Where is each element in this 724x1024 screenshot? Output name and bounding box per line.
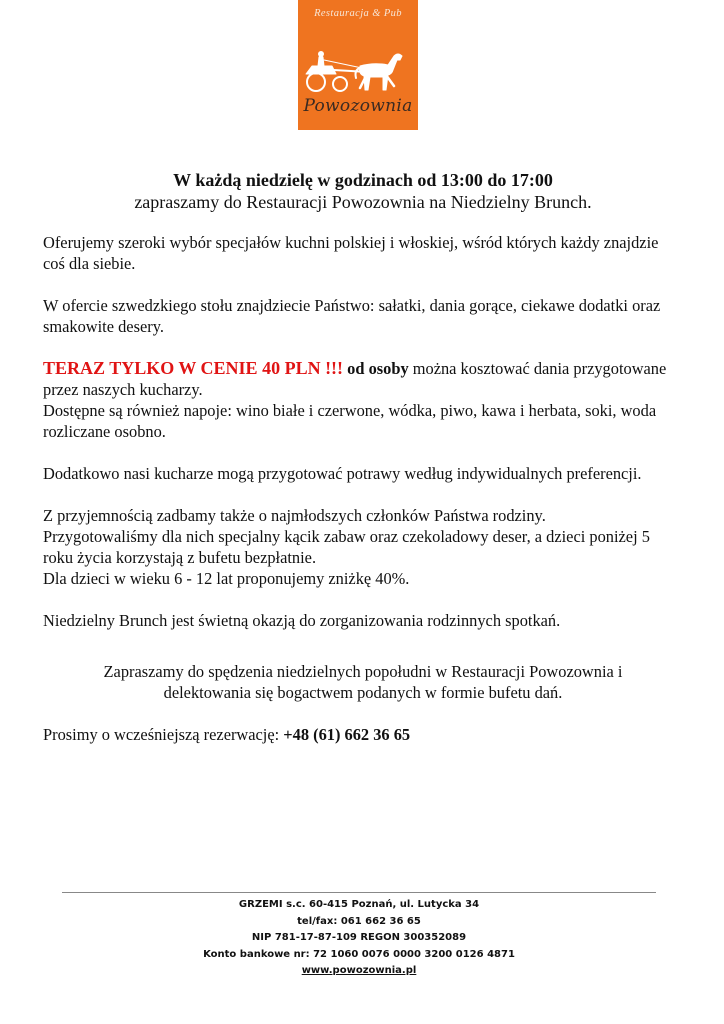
- paragraph-family: Niedzielny Brunch jest świetną okazją do zorganizowania rodzinnych spotkań.: [43, 611, 561, 630]
- paragraph-preferences: Dodatkowo nasi kucharze mogą przygotować potrawy według indywidualnych preferencji.: [43, 464, 642, 483]
- logo-name: Powozownia: [303, 96, 413, 116]
- brunch-announcement: [43, 169, 683, 766]
- paragraph-invite: Zapraszamy do spędzenia niedzielnych popołudni w Restauracji Powozownia i delektowania się bogactwem podanych w formie bufetu dań.: [103, 662, 623, 702]
- company-footer: [62, 897, 656, 980]
- footer-address: GRZEMI s.c. 60-415 Poznań, ul. Lutycka 34: [238, 899, 480, 910]
- footer-phone: tel/fax: 061 662 36 65: [297, 915, 421, 927]
- website-link[interactable]: www.powozownia.pl: [301, 965, 417, 976]
- restaurant-logo: [298, 0, 418, 130]
- footer-divider: [62, 892, 656, 893]
- paragraph-kids: [43, 505, 683, 589]
- drinks-info: Dostępne są również napoje: wino białe i czerwone, wódka, piwo, kawa i herbata, soki, woda rozliczane osobno.: [43, 401, 657, 441]
- footer-bank-account: Konto bankowe nr: 72 1060 0076 0000 3200 0126 4871: [203, 948, 515, 960]
- logo-tagline: Restauracja & Pub: [314, 8, 402, 19]
- paragraph-price: [43, 358, 683, 442]
- footer-tax-ids: NIP 781-17-87-109 REGON 300352089: [251, 932, 467, 943]
- kids-line-1: Z przyjemnością zadbamy także o najmłodszych członków Państwa rodziny.: [43, 506, 546, 525]
- kids-line-2: Przygotowaliśmy dla nich specjalny kącik zabaw oraz czekoladowy deser, a dzieci poniżej 5 roku życia korzystają z bufetu bezpłatnie.: [43, 527, 650, 567]
- promo-per-person: od osoby: [347, 359, 409, 378]
- paragraph-offer: Oferujemy szeroki wybór specjałów kuchni polskiej i włoskiej, wśród których każdy znajdzie coś dla siebie.: [43, 233, 659, 273]
- reservation-label: Prosimy o wcześniejszą rezerwację:: [43, 725, 284, 744]
- paragraph-buffet: W ofercie szwedzkiego stołu znajdziecie Państwo: sałatki, dania gorące, ciekawe dodatki oraz smakowite desery.: [43, 296, 661, 336]
- horse-carriage-icon: [302, 48, 414, 94]
- promo-rest: można kosztować dania przygotowane przez naszych kucharzy.: [43, 359, 667, 399]
- kids-line-3: Dla dzieci w wieku 6 - 12 lat proponujemy zniżkę 40%.: [43, 569, 410, 588]
- headline: W każdą niedzielę w godzinach od 13:00 do 17:00: [173, 170, 553, 190]
- promo-price: TERAZ TYLKO W CENIE 40 PLN !!!: [43, 358, 344, 378]
- paragraph-reservation: [43, 724, 683, 745]
- reservation-phone[interactable]: +48 (61) 662 36 65: [283, 725, 411, 744]
- subheadline: zapraszamy do Restauracji Powozownia na Niedzielny Brunch.: [134, 192, 592, 212]
